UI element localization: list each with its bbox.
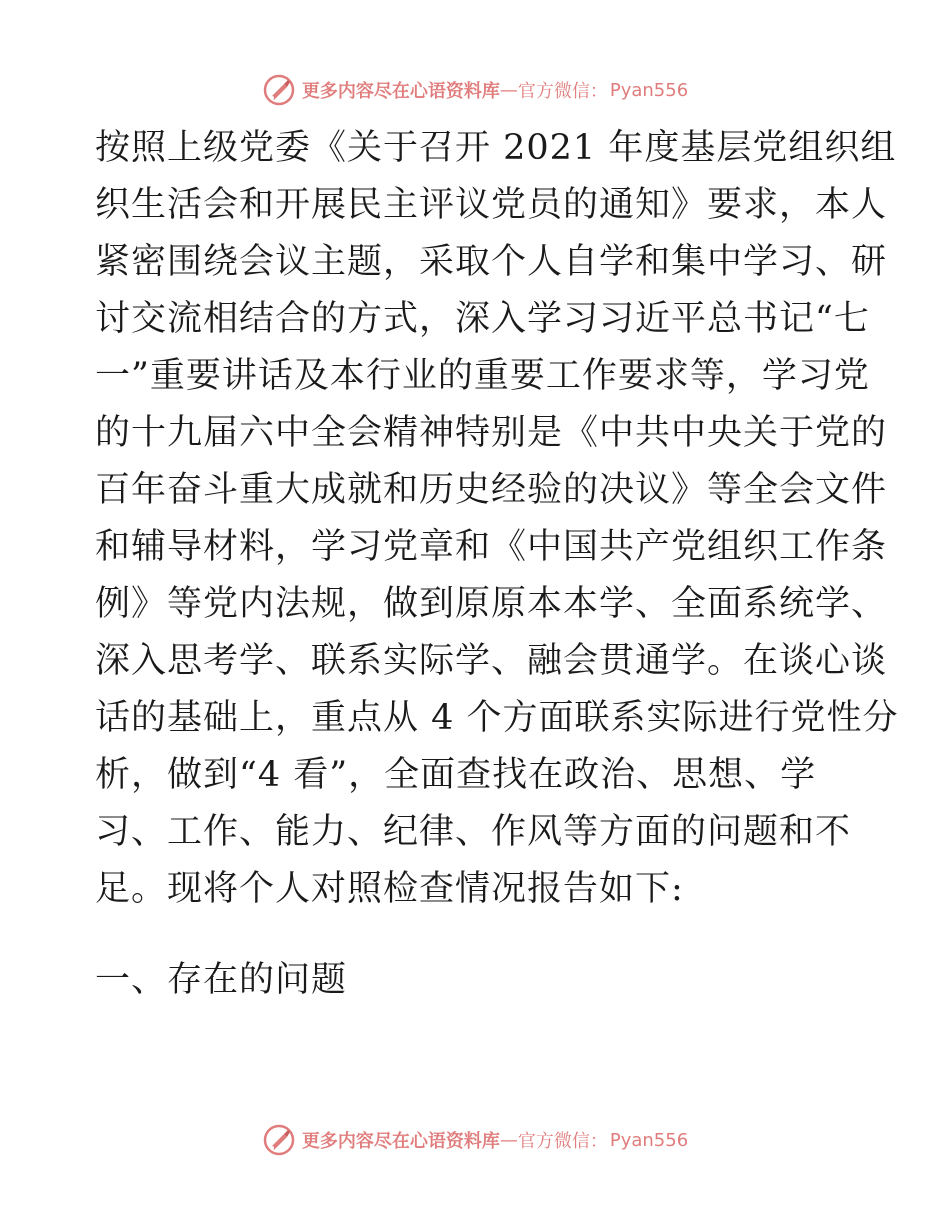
body-line: 深入思考学、联系实际学、融会贯通学。在谈心谈 — [95, 641, 888, 681]
body-line: 百年奋斗重大成就和历史经验的决议》等全会文件 — [95, 470, 888, 510]
watermark-brand: 更多内容尽在心语资料库 — [301, 81, 500, 102]
body-line: 习、工作、能力、纪律、作风等方面的问题和不 — [95, 812, 852, 852]
body-line: 析，做到“4 看”，全面查找在政治、思想、学 — [95, 755, 817, 795]
fountain-pen-logo-icon — [262, 1123, 296, 1157]
body-line: 的十九届六中全会精神特别是《中共中央关于党的 — [95, 413, 888, 453]
body-line: 织生活会和开展民主评议党员的通知》要求，本人 — [95, 185, 888, 225]
watermark-dash: — — [499, 79, 518, 101]
watermark-contact-id: Pyan556 — [609, 1129, 689, 1151]
watermark-contact-label: 官方微信： — [517, 81, 608, 102]
watermark-contact-label: 官方微信： — [517, 1131, 608, 1152]
body-text — [95, 120, 899, 918]
body-line: 和辅导材料，学习党章和《中国共产党组织工作条 — [95, 527, 888, 567]
body-line: 讨交流相结合的方式，深入学习习近平总书记“七 — [95, 299, 870, 339]
section-heading: 一、存在的问题 — [95, 960, 348, 1000]
watermark-header — [0, 70, 950, 110]
watermark-brand: 更多内容尽在心语资料库 — [301, 1131, 500, 1152]
body-line: 一”重要讲话及本行业的重要工作要求等，学习党 — [95, 356, 870, 396]
fountain-pen-logo-icon — [262, 73, 296, 107]
watermark-contact-id: Pyan556 — [609, 79, 689, 101]
body-line: 按照上级党委《关于召开 2021 年度基层党组织组 — [95, 128, 897, 168]
watermark-dash: — — [499, 1129, 518, 1151]
body-line: 紧密围绕会议主题，采取个人自学和集中学习、研 — [95, 242, 888, 282]
body-line: 足。现将个人对照检查情况报告如下: — [95, 869, 684, 909]
watermark-footer — [0, 1120, 950, 1160]
body-line: 例》等党内法规，做到原原本本学、全面系统学、 — [95, 584, 888, 624]
body-line: 话的基础上，重点从 4 个方面联系实际进行党性分 — [95, 698, 899, 738]
